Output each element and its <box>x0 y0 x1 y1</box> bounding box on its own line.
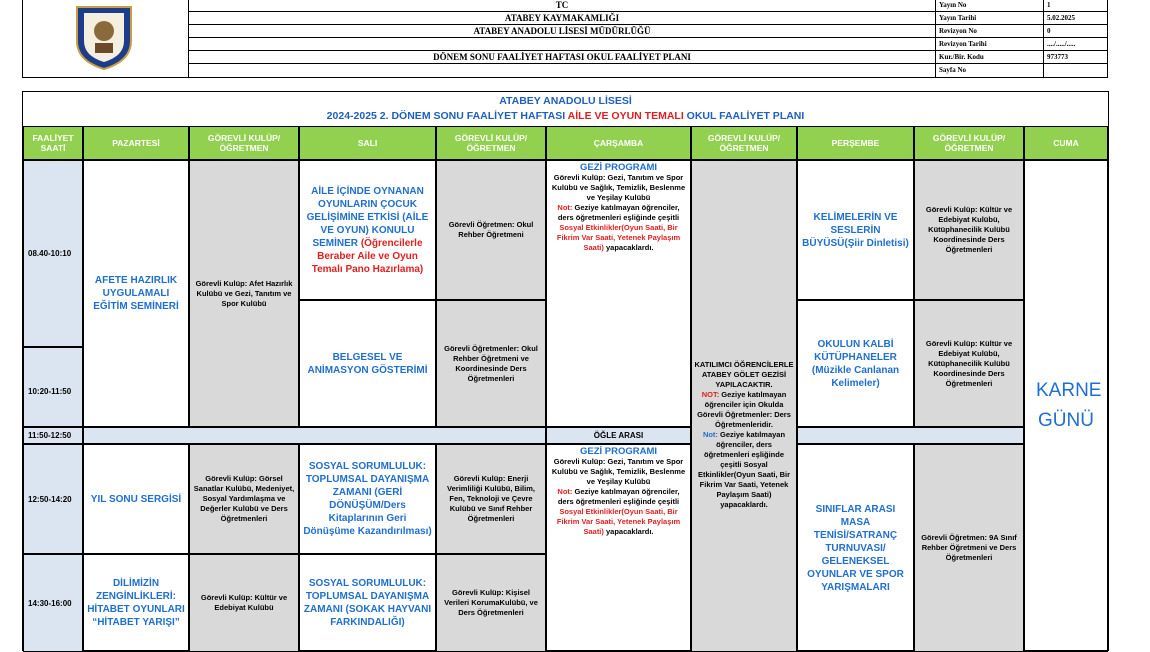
meta-row: Kur./Bir. Kodu 973773 <box>936 51 1107 64</box>
table-title <box>23 92 1108 126</box>
friday-report-card-day: KARNE GÜNÜ <box>1024 160 1108 652</box>
col-header-thursday: PERŞEMBE <box>797 126 914 160</box>
tuesday-activity-4: SOSYAL SORUMLULUK: TOPLUMSAL DAYANIŞMA ZAMANI (SOKAK HAYVANI FARKINDALIĞI) <box>299 554 436 652</box>
col-header-staff: GÖREVLİ KULÜP/ÖĞRETMEN <box>436 126 546 160</box>
col-header-staff: GÖREVLİ KULÜP/ÖĞRETMEN <box>914 126 1024 160</box>
school-logo <box>69 1 139 71</box>
col-header-friday: CUMA <box>1024 126 1108 160</box>
header-line: ATABEY KAYMAKAMLIĞI <box>189 12 935 25</box>
lunch-band-left <box>83 427 546 444</box>
thursday-staff-3: Görevli Öğretmen: 9A Sınıf Rehber Öğretmeni ve Ders Öğretmenleri <box>914 444 1024 652</box>
time-slot: 11:50-12:50 <box>23 427 83 444</box>
header-line: TC <box>189 0 935 12</box>
meta-row: Sayfa No <box>936 64 1107 77</box>
monday-activity-3: YIL SONU SERGİSİ <box>83 444 189 554</box>
thursday-staff-2: Görevli Kulüp: Kültür ve Edebiyat Kulübü, Kütüphanecilik Kulübü Koordinesinde Ders Öğretmenleri <box>914 300 1024 427</box>
col-header-staff: GÖREVLİ KULÜP/ÖĞRETMEN <box>189 126 299 160</box>
header-meta <box>936 0 1107 77</box>
lunch-band-right <box>797 427 1024 444</box>
thursday-activity-3: SINIFLAR ARASI MASA TENİSİ/SATRANÇ TURNUVASI/ GELENEKSEL OYUNLAR VE SPOR YARIŞMALARI <box>797 444 914 652</box>
meta-row: Yayın Tarihi 5.02.2025 <box>936 12 1107 25</box>
header-line <box>189 64 935 77</box>
col-header-tuesday: SALI <box>299 126 436 160</box>
tuesday-staff-2: Görevli Öğretmenler: Okul Rehber Öğretmeni ve Koordinesinde Ders Öğretmenleri <box>436 300 546 427</box>
col-header-wednesday: ÇARŞAMBA <box>546 126 691 160</box>
school-logo-cell <box>23 0 189 77</box>
meta-row: Revizyon No 0 <box>936 25 1107 38</box>
wednesday-staff: KATILIMCI ÖĞRENCİLERLE ATABEY GÖLET GEZİSİ YAPILACAKTIR. NOT: Geziye katılmayan öğrenciler için Okulda Görevli Öğretmenler: Ders Öğretmenleridir. Not: Geziye katılmayan öğrenciler, ders öğretmenleri eşliğinde çeşitli Sosyal Etkinlikler(Oyun Saati, Bir Fikrim Var Saati, Yetenek Paylaşım Saati) yapacaklardı. <box>691 160 797 652</box>
time-slot: 14:30-16:00 <box>23 554 83 652</box>
header-line: DÖNEM SONU FAALİYET HAFTASI OKUL FAALİYET PLANI <box>189 51 935 64</box>
wednesday-trip-morning: GEZİ PROGRAMI Görevli Kulüp: Gezi, Tanıtım ve Spor Kulübü ve Sağlık, Temizlik, Beslenme ve Yeşilay Kulübü Not: Geziye katılmayan öğrenciler, ders öğretmenleri eşliğinde çeşitli Sosyal Etkinlikler(Oyun Saati, Bir Fikrim Var Saati, Yetenek Paylaşım Saati) yapacaklardı. <box>546 160 691 427</box>
tuesday-activity-1: AİLE İÇİNDE OYNANAN OYUNLARIN ÇOCUK GELİŞİMİNE ETKİSİ (AİLE VE OYUN) KONULU SEMİNER (Öğrencilerle Beraber Aile ve Oyun Temalı Pano Hazırlama) <box>299 160 436 300</box>
time-slot: 08.40-10:10 <box>23 160 83 347</box>
tuesday-activity-3: SOSYAL SORUMLULUK: TOPLUMSAL DAYANIŞMA ZAMANI (GERİ DÖNÜŞÜM/Ders Kitaplarının Geri Dönüşüme Kazandırılması) <box>299 444 436 554</box>
monday-staff-1: Görevli Kulüp: Afet Hazırlık Kulübü ve Gezi, Tanıtım ve Spor Kulübü <box>189 160 299 427</box>
activity-plan-table <box>22 91 1109 651</box>
thursday-activity-2: OKULUN KALBİ KÜTÜPHANELER (Müzikle Canlanan Kelimeler) <box>797 300 914 427</box>
time-slot: 12:50-14:20 <box>23 444 83 554</box>
header-line: ATABEY ANADOLU LİSESİ MÜDÜRLÜĞÜ <box>189 25 935 38</box>
tuesday-activity-2: BELGESEL VE ANİMASYON GÖSTERİMİ <box>299 300 436 427</box>
tuesday-staff-3: Görevli Kulüp: Enerji Verimliliği Kulübü, Bilim, Fen, Teknoloji ve Çevre Kulübü ve Sınıf Rehber Öğretmenleri <box>436 444 546 554</box>
document-header <box>22 0 1108 78</box>
wednesday-trip-afternoon: GEZİ PROGRAMI Görevli Kulüp: Gezi, Tanıtım ve Spor Kulübü ve Sağlık, Temizlik, Beslenme ve Yeşilay Kulübü Not: Geziye katılmayan öğrenciler, ders öğretmenleri eşliğinde çeşitli Sosyal Etkinlikler(Oyun Saati, Bir Fikrim Var Saati, Yetenek Paylaşım Saati) yapacaklardı. <box>546 444 691 652</box>
title-line-2: 2024-2025 2. DÖNEM SONU FAALİYET HAFTASI AİLE VE OYUN TEMALI OKUL FAALİYET PLANI <box>326 110 805 122</box>
tuesday-staff-1: Görevli Öğretmen: Okul Rehber Öğretmeni <box>436 160 546 300</box>
col-header-time: FAALİYET SAATİ <box>23 126 83 160</box>
monday-activity-4: DİLİMİZİN ZENGİNLİKLERİ: HİTABET OYUNLARI “HİTABET YARIŞI” <box>83 554 189 652</box>
header-titles <box>189 0 936 77</box>
monday-activity-1: AFETE HAZIRLIK UYGULAMALI EĞİTİM SEMİNERİ <box>83 160 189 427</box>
thursday-activity-1: KELİMELERİN VE SESLERİN BÜYÜSÜ(Şiir Dinletisi) <box>797 160 914 300</box>
lunch-label: ÖĞLE ARASI <box>546 427 691 444</box>
thursday-staff-1: Görevli Kulüp: Kültür ve Edebiyat Kulübü, Kütüphanecilik Kulübü Koordinesinde Ders Öğretmenleri <box>914 160 1024 300</box>
meta-row: Yayın No 1 <box>936 0 1107 12</box>
title-line-1: ATABEY ANADOLU LİSESİ <box>499 95 632 107</box>
monday-staff-4: Görevli Kulüp: Kültür ve Edebiyat Kulübü <box>189 554 299 652</box>
col-header-staff: GÖREVLİ KULÜP/ÖĞRETMEN <box>691 126 797 160</box>
monday-staff-3: Görevli Kulüp: Görsel Sanatlar Kulübü, Medeniyet, Sosyal Yardımlaşma ve Değerler Kulübü ve Ders Öğretmenleri <box>189 444 299 554</box>
col-header-monday: PAZARTESİ <box>83 126 189 160</box>
time-slot: 10:20-11:50 <box>23 347 83 427</box>
tuesday-staff-4: Görevli Kulüp: Kişisel Verileri KorumaKulübü, ve Ders Öğretmenleri <box>436 554 546 652</box>
meta-row: Revizyon Tarihi ..../...../..... <box>936 38 1107 51</box>
header-line <box>189 38 935 51</box>
